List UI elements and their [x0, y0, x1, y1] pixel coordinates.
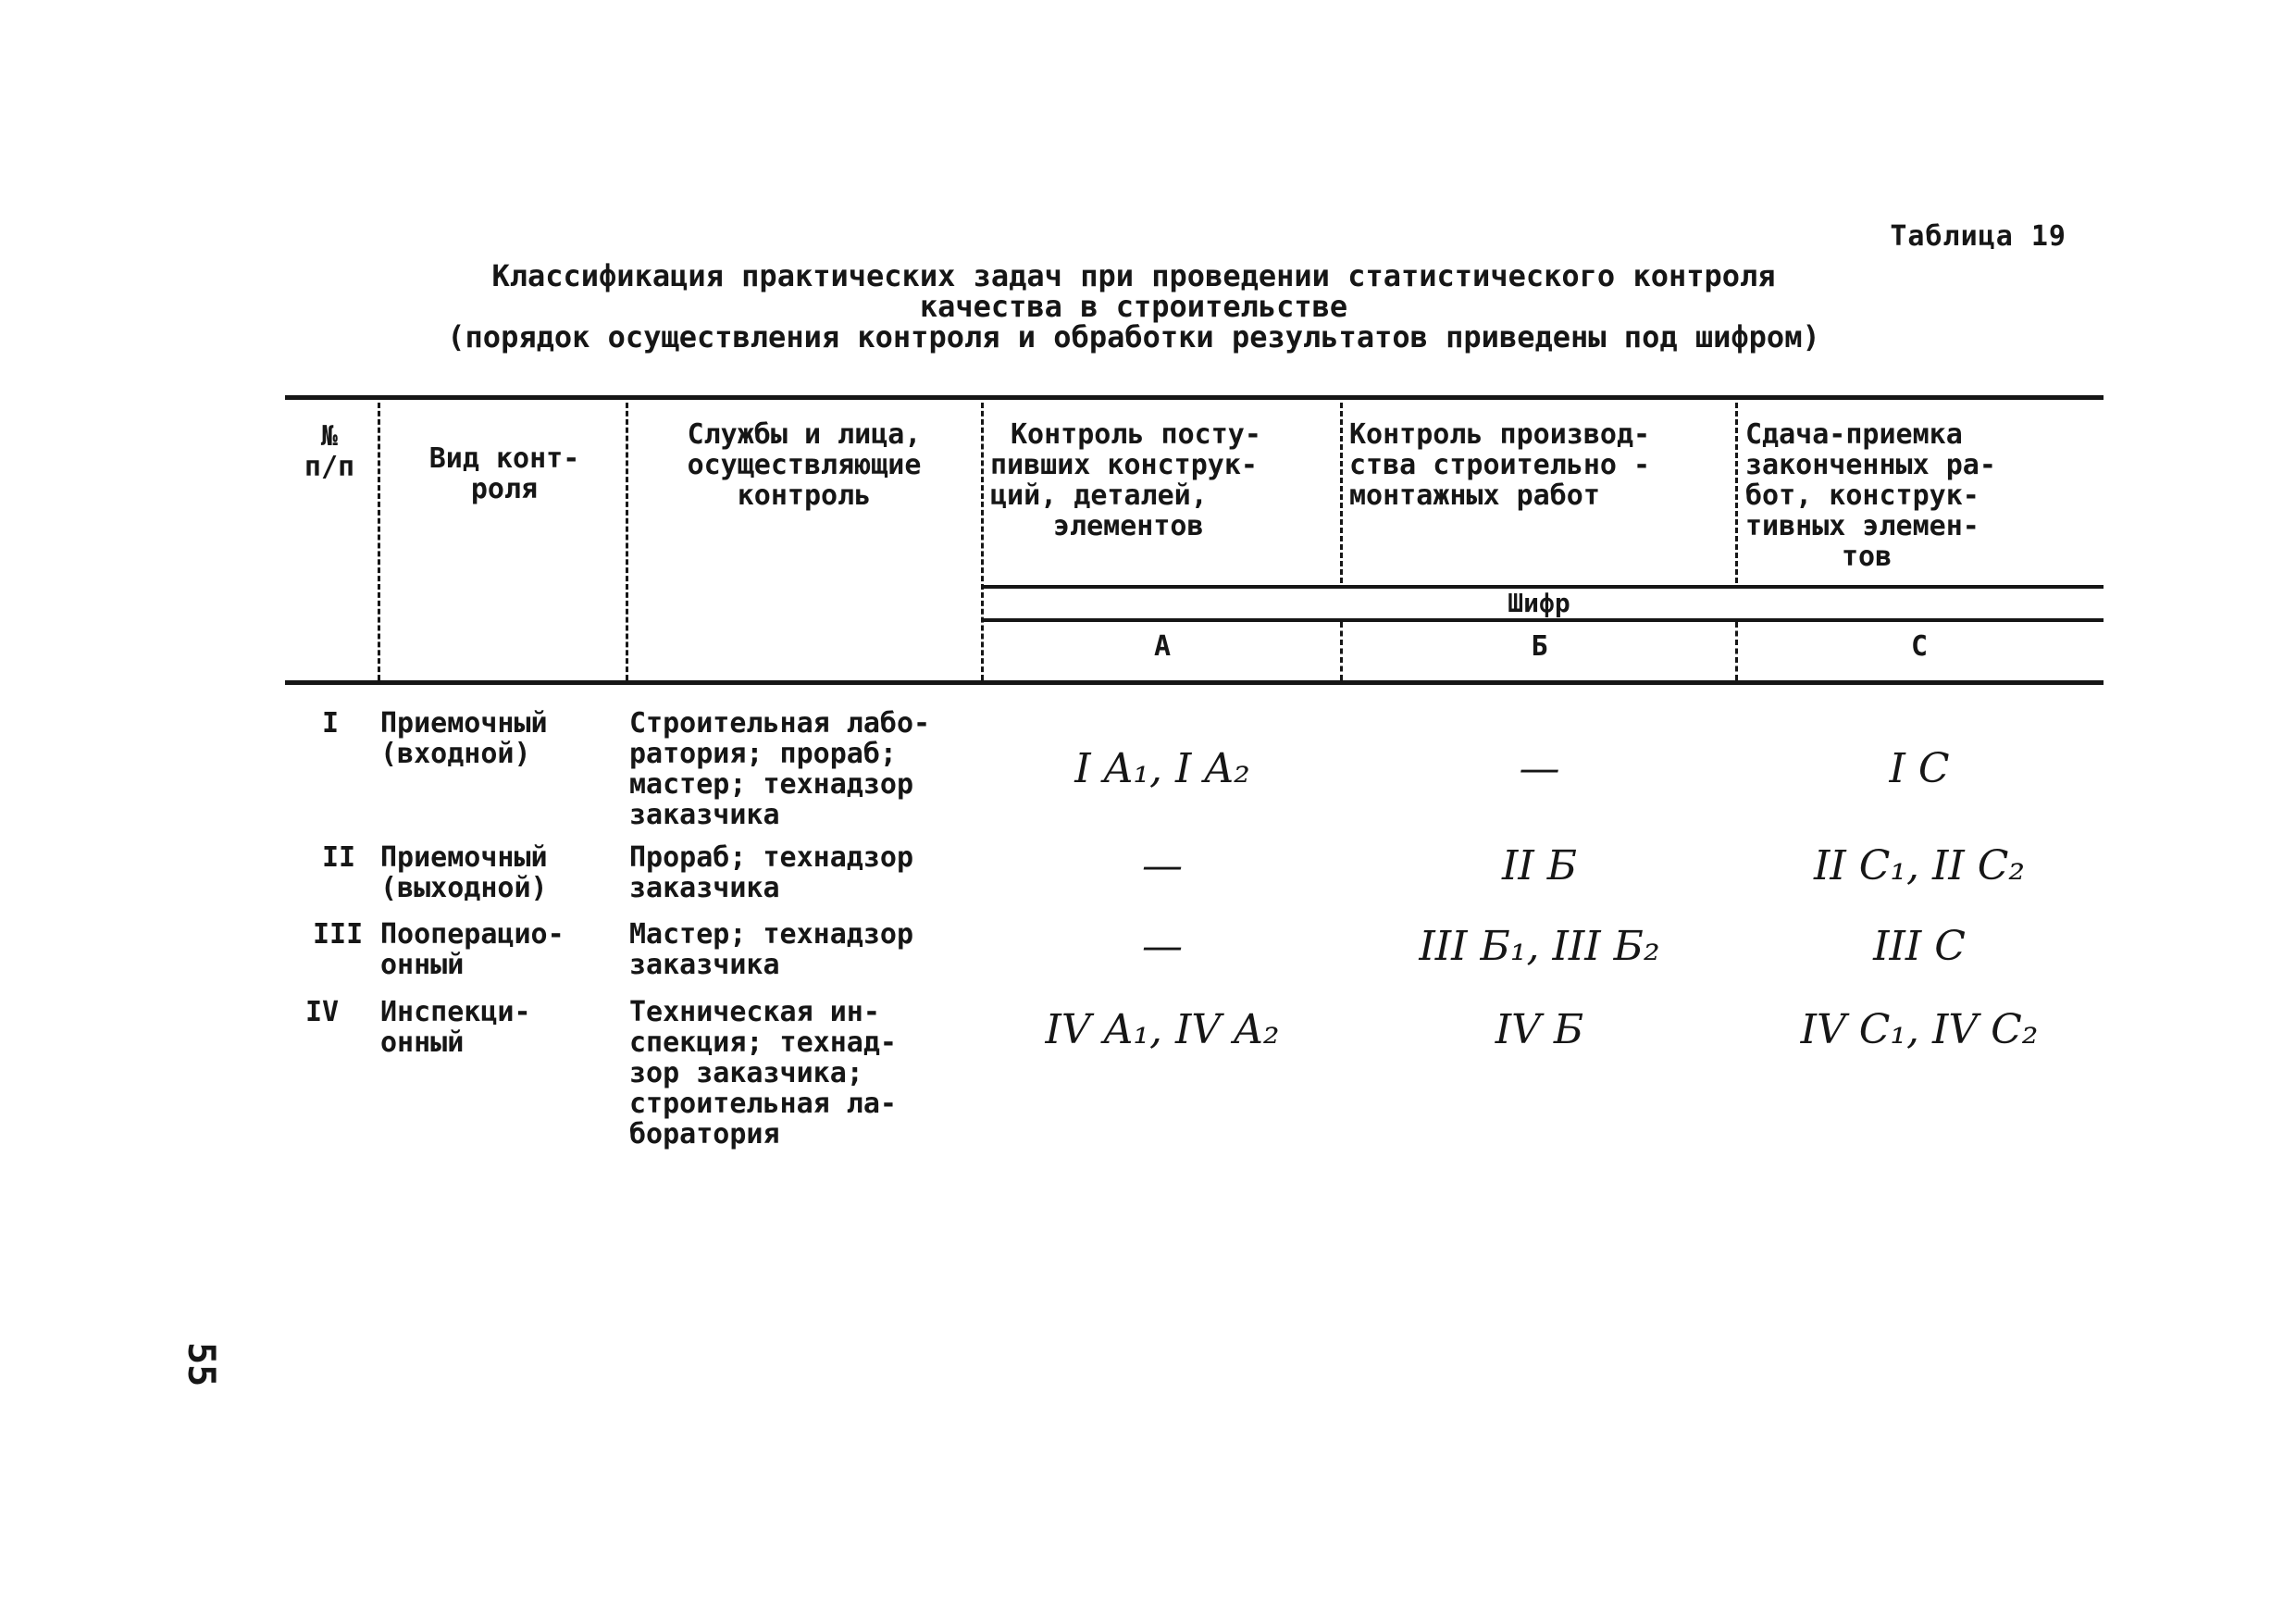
header-column-b: Контроль производ- ства строительно - монтажных работ	[1349, 418, 1651, 512]
header-letter-a: А	[1153, 630, 1172, 663]
column-divider-5	[1735, 403, 1738, 583]
classification-table	[285, 395, 2104, 1173]
column-divider-5b	[1735, 622, 1738, 680]
column-divider-4	[1340, 403, 1343, 583]
title-line-1: Классификация практических задач при проведении статистического контроля	[491, 258, 1776, 293]
row-2-number: II	[322, 841, 356, 874]
header-letter-c: С	[1910, 630, 1929, 663]
row-1-cipher-b: —	[1519, 745, 1560, 792]
row-2-cipher-c: II C₁, II C₂	[1813, 842, 2026, 889]
row-2-control-type: Приемочный (выходной)	[380, 841, 548, 904]
row-2-cipher-b: II Б	[1501, 842, 1578, 889]
cipher-bottom-rule	[981, 618, 2104, 622]
header-number: № п/п	[304, 420, 355, 483]
title-line-2: качества в строительстве	[919, 289, 1348, 324]
row-3-services: Мастер; технадзор заказчика	[629, 918, 914, 981]
header-services: Службы и лица, осуществляющие контроль	[687, 418, 922, 512]
column-divider-3	[981, 403, 984, 680]
row-2-services: Прораб; технадзор заказчика	[629, 841, 914, 904]
row-3-cipher-a: —	[1142, 923, 1183, 970]
table-label: Таблица 19	[1890, 220, 2066, 253]
header-control-type: Вид конт- роля	[428, 442, 580, 505]
row-4-cipher-c: IV C₁, IV C₂	[1800, 1006, 2039, 1053]
column-divider-1	[378, 403, 380, 680]
row-4-control-type: Инспекци- онный	[380, 996, 531, 1059]
row-3-cipher-b: III Б₁, III Б₂	[1419, 923, 1660, 970]
row-3-control-type: Пооперацио- онный	[380, 918, 565, 981]
row-1-cipher-a: I A₁, I A₂	[1074, 745, 1250, 792]
row-4-number: IV	[305, 996, 340, 1028]
header-bottom-rule	[285, 680, 2104, 685]
row-3-number: III	[313, 918, 364, 951]
row-2-cipher-a: —	[1142, 842, 1183, 889]
row-1-control-type: Приемочный (входной)	[380, 707, 548, 770]
page-number: 55	[180, 1342, 222, 1387]
header-column-c: Сдача-приемка законченных ра- бот, конструк- тивных элемен- тов	[1745, 418, 1996, 573]
row-4-cipher-b: IV Б	[1495, 1006, 1584, 1053]
row-4-services: Техническая ин- спекция; технад- зор заказчика; строительная ла- боратория	[629, 996, 897, 1151]
header-letter-b: Б	[1531, 630, 1548, 663]
row-1-number: I	[322, 707, 340, 740]
row-1-cipher-c: I C	[1889, 745, 1950, 792]
column-divider-4b	[1340, 622, 1343, 680]
table-title	[278, 258, 1990, 354]
row-4-cipher-a: IV A₁, IV A₂	[1045, 1006, 1280, 1053]
header-column-a: Контроль посту- пивших конструк- ций, деталей, элементов	[990, 418, 1261, 542]
row-1-services: Строительная лабо- ратория; прораб; мастер; технадзор заказчика	[629, 707, 931, 831]
column-divider-2	[626, 403, 628, 680]
title-line-3: (порядок осуществления контроля и обработки результатов приведены под шифром)	[447, 319, 1820, 354]
row-3-cipher-c: III C	[1873, 923, 1966, 970]
table-top-rule	[285, 395, 2104, 400]
header-cipher-label: Шифр	[1508, 588, 1570, 618]
